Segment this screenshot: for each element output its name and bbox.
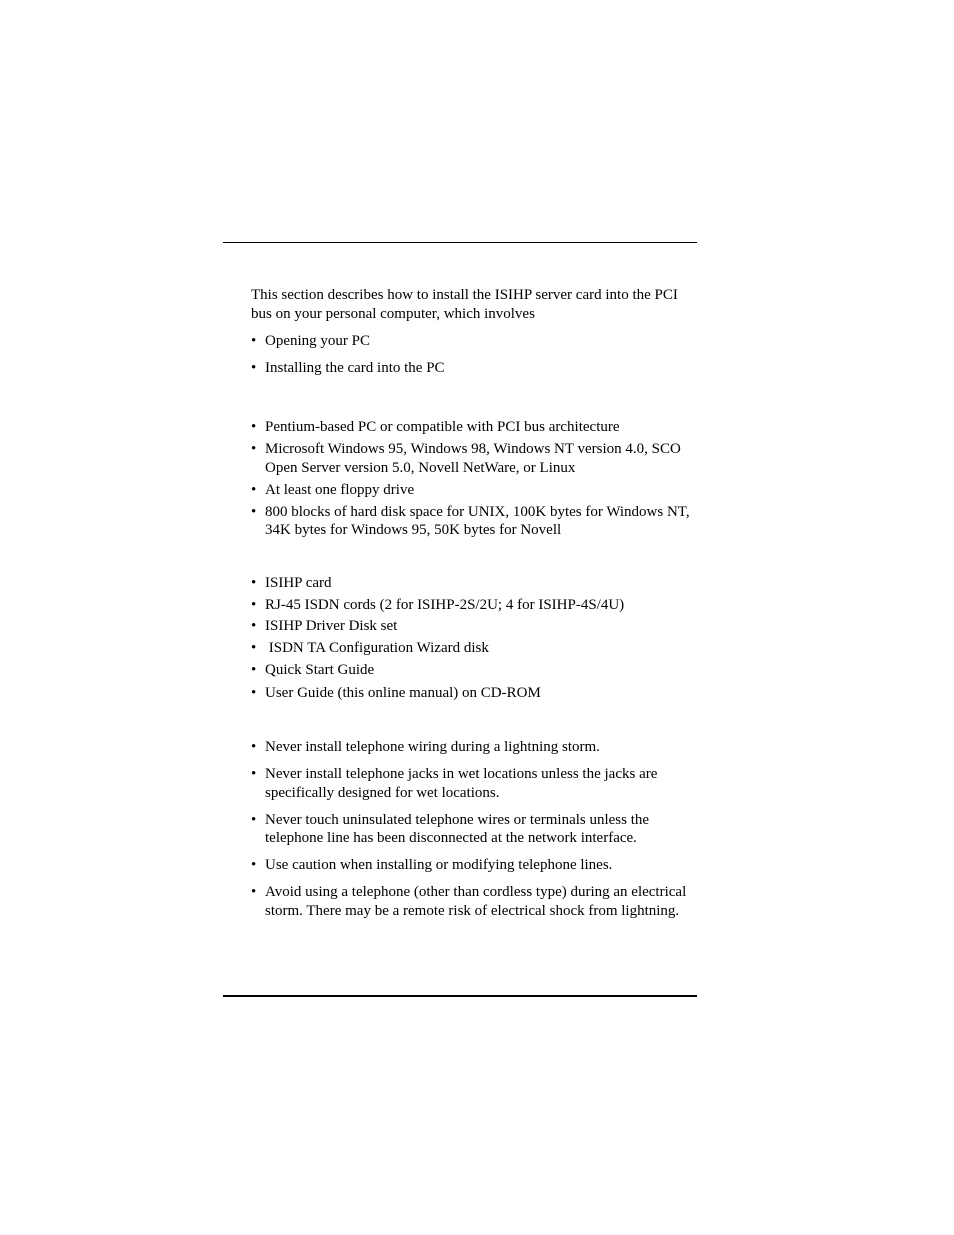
list-item-text: Pentium-based PC or compatible with PCI bus architecture <box>265 419 620 435</box>
list-item-text: Never install telephone jacks in wet locations unless the jacks are specifically designed for wet locations. <box>265 766 658 801</box>
list-item <box>251 596 703 615</box>
list-item-text: ISIHP Driver Disk set <box>265 618 398 635</box>
list-item <box>251 661 703 680</box>
list-item <box>251 481 703 500</box>
bullet-icon: • <box>251 596 257 613</box>
list-item <box>251 440 703 477</box>
list-item-text: 800 blocks of hard disk space for UNIX, 100K bytes for Windows NT, 34K bytes for Windows 95, 50K bytes for Novell <box>265 503 690 538</box>
bullet-icon: • <box>251 884 257 900</box>
list-item-text: Microsoft Windows 95, Windows 98, Windows NT version 4.0, SCO Open Server version 5.0, Novell NetWare, or Linux <box>265 441 681 476</box>
bullet-icon: • <box>251 441 257 457</box>
bullet-icon: • <box>251 857 257 873</box>
bullet-icon: • <box>251 811 257 828</box>
bullet-icon: • <box>251 503 257 520</box>
list-item <box>251 856 703 875</box>
package-contents-list <box>251 574 703 706</box>
list-item <box>251 332 703 351</box>
bullet-icon: • <box>251 419 257 435</box>
bullet-icon: • <box>251 685 257 702</box>
bottom-rule <box>223 995 697 997</box>
bullet-icon: • <box>251 481 257 498</box>
bullet-icon: • <box>251 333 257 349</box>
bullet-icon: • <box>251 766 257 782</box>
list-item-text: Quick Start Guide <box>265 661 375 678</box>
list-item-text: ISDN TA Configuration Wizard disk <box>265 640 489 657</box>
list-item-text: ISIHP card <box>265 575 332 591</box>
list-item-text: User Guide (this online manual) on CD-ROM <box>265 685 541 702</box>
list-item-text: Installing the card into the PC <box>265 360 445 376</box>
list-item <box>251 574 703 593</box>
list-item-text: At least one floppy drive <box>265 481 415 498</box>
list-item <box>251 684 703 703</box>
list-item <box>251 765 703 802</box>
list-item-text: Never touch uninsulated telephone wires or terminals unless the telephone line has been disconnected at the network interface. <box>265 811 650 846</box>
list-item <box>251 883 703 920</box>
list-item <box>251 359 703 378</box>
bullet-icon: • <box>251 640 257 657</box>
list-item <box>251 503 703 540</box>
list-item <box>251 418 703 437</box>
list-item-text: Opening your PC <box>265 333 370 349</box>
list-item <box>251 639 703 658</box>
safety-list <box>251 738 703 929</box>
list-item <box>251 617 703 636</box>
list-item <box>251 738 703 757</box>
list-item-text: Use caution when installing or modifying telephone lines. <box>265 857 613 873</box>
intro-paragraph: This section describes how to install the ISIHP server card into the PCI bus on your personal computer, which involves <box>251 287 678 322</box>
bullet-icon: • <box>251 618 257 635</box>
intro-list <box>251 332 703 386</box>
bullet-icon: • <box>251 575 257 591</box>
requirements-list <box>251 418 703 543</box>
list-item-text: Never install telephone wiring during a lightning storm. <box>265 739 600 755</box>
bullet-icon: • <box>251 661 257 678</box>
bullet-icon: • <box>251 360 257 376</box>
list-item <box>251 811 703 848</box>
list-item-text: Avoid using a telephone (other than cordless type) during an electrical storm. There may be a remote risk of electrical shock from lightning. <box>265 884 687 919</box>
bullet-icon: • <box>251 739 257 755</box>
top-rule <box>223 242 697 243</box>
list-item-text: RJ-45 ISDN cords (2 for ISIHP-2S/2U; 4 for ISIHP-4S/4U) <box>265 596 625 613</box>
